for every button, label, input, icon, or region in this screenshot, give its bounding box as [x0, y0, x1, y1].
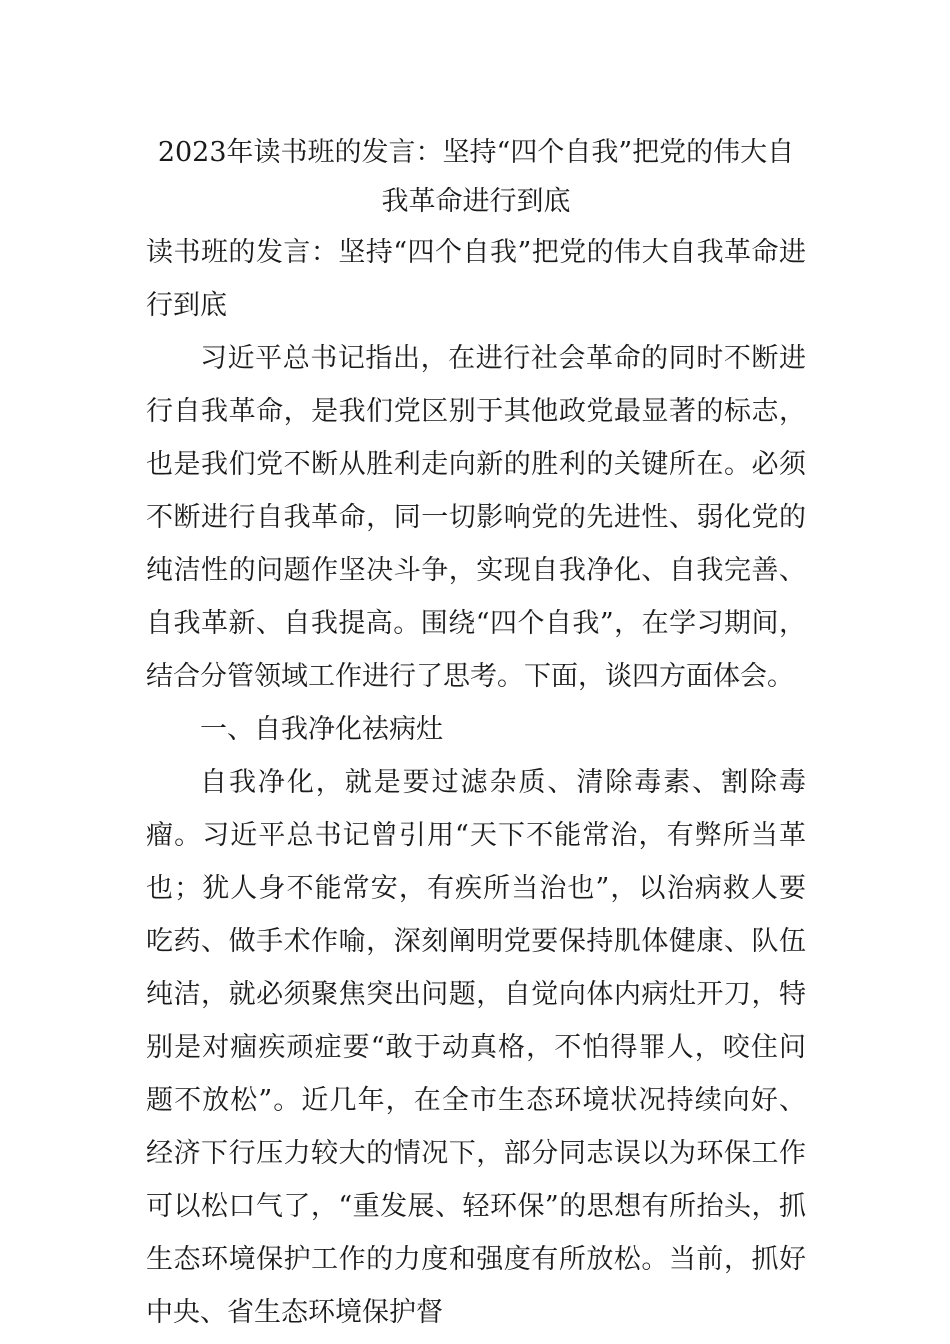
- document-title: 2023年读书班的发言：坚持“四个自我”把党的伟大自我革命进行到底: [157, 137, 795, 217]
- document-page: [146, 128, 806, 1339]
- section-paragraph: 自我净化，就是要过滤杂质、清除毒素、割除毒瘤。习近平总书记曾引用“天下不能常治，有弊所当革也；犹人身不能常安，有疾所当治也”，以治病救人要吃药、做手术作喻，深刻阐明党要保持肌体健康、队伍纯洁，就必须聚焦突出问题，自觉向体内病灶开刀，特别是对痼疾顽症要“敢于动真格，不怕得罪人，咬住问题不放松”。近几年，在全市生态环境状况持续向好、经济下行压力较大的情况下，部分同志误以为环保工作可以松口气了，“重发展、轻环保”的思想有所抬头，抓生态环境保护工作的力度和强度有所放松。当前，抓好中央、省生态环境保护督: [146, 767, 806, 1328]
- intro-paragraph: 习近平总书记指出，在进行社会革命的同时不断进行自我革命，是我们党区别于其他政党最显著的标志，也是我们党不断从胜利走向新的胜利的关键所在。必须不断进行自我革命，同一切影响党的先进性、弱化党的纯洁性的问题作坚决斗争，实现自我净化、自我完善、自我革新、自我提高。围绕“四个自我”，在学习期间，结合分管领域工作进行了思考。下面，谈四方面体会。: [146, 343, 806, 692]
- section-heading: 一、自我净化祛病灶: [200, 714, 443, 745]
- document-subtitle: 读书班的发言：坚持“四个自我”把党的伟大自我革命进行到底: [146, 237, 806, 321]
